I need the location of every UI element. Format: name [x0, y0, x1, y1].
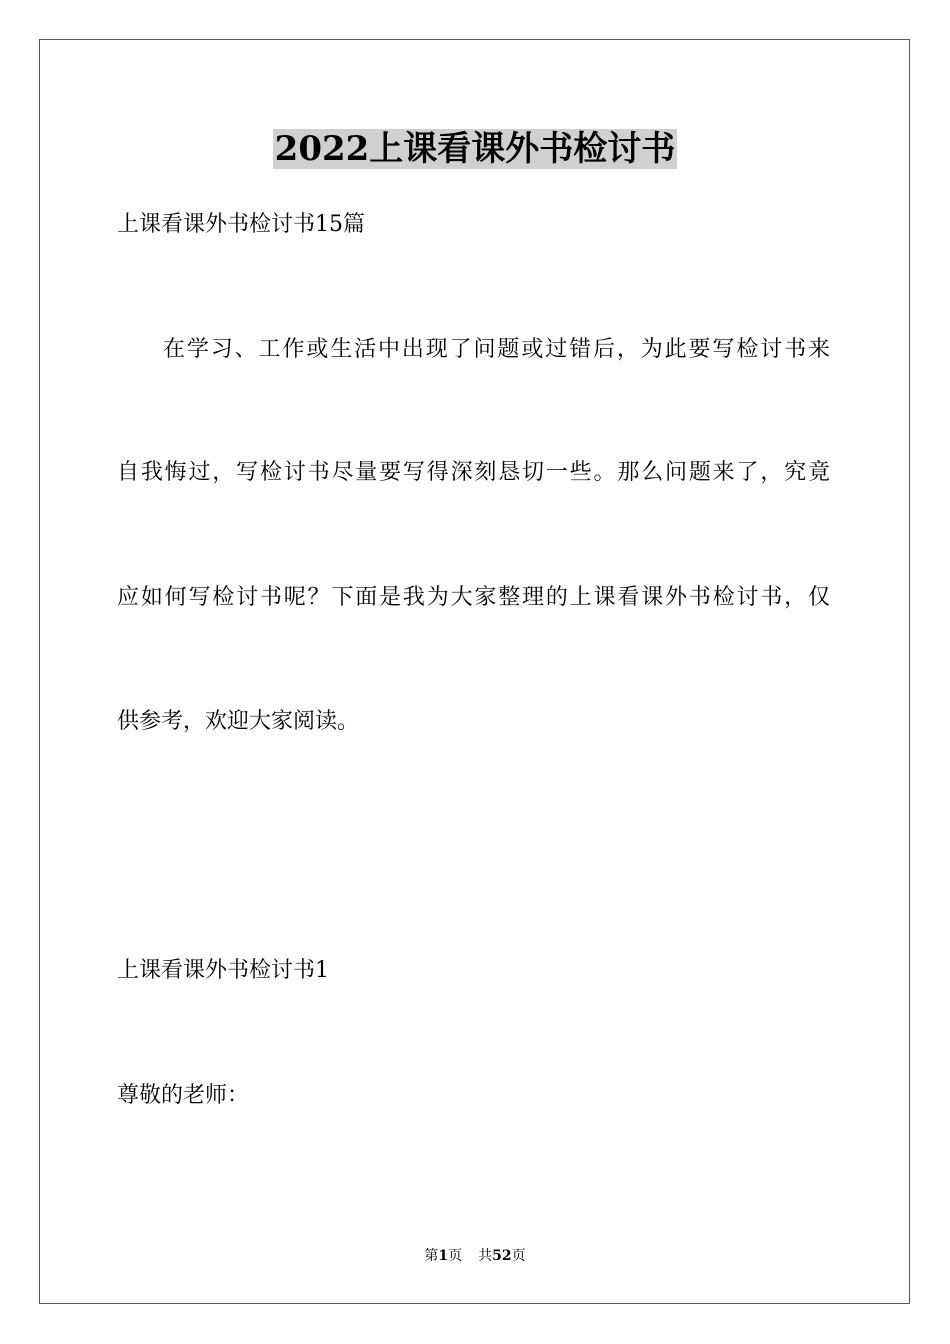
intro-paragraph-line-3: 应如何写检讨书呢？下面是我为大家整理的上课看课外书检讨书，仅	[117, 585, 830, 610]
footer-total-suffix: 页	[511, 1248, 526, 1264]
section-heading: 上课看课外书检讨书1	[117, 958, 329, 983]
document-title	[0, 126, 950, 172]
intro-paragraph-line-2: 自我悔过，写检讨书尽量要写得深刻恳切一些。那么问题来了，究竟	[117, 460, 830, 485]
footer-total-pages: 52	[492, 1248, 512, 1264]
footer-page-suffix: 页	[448, 1248, 463, 1264]
intro-paragraph-line-4: 供参考，欢迎大家阅读。	[117, 709, 360, 734]
footer-page-number: 1	[438, 1248, 449, 1264]
document-subtitle: 上课看课外书检讨书15篇	[117, 212, 365, 237]
footer-total-prefix: 共	[478, 1248, 493, 1264]
document-title-text: 2022上课看课外书检讨书	[274, 129, 676, 169]
intro-paragraph-line-1: 在学习、工作或生活中出现了问题或过错后，为此要写检讨书来	[163, 337, 830, 362]
footer-page-prefix: 第	[424, 1248, 439, 1264]
page-footer	[0, 1246, 950, 1266]
salutation: 尊敬的老师：	[117, 1083, 250, 1108]
